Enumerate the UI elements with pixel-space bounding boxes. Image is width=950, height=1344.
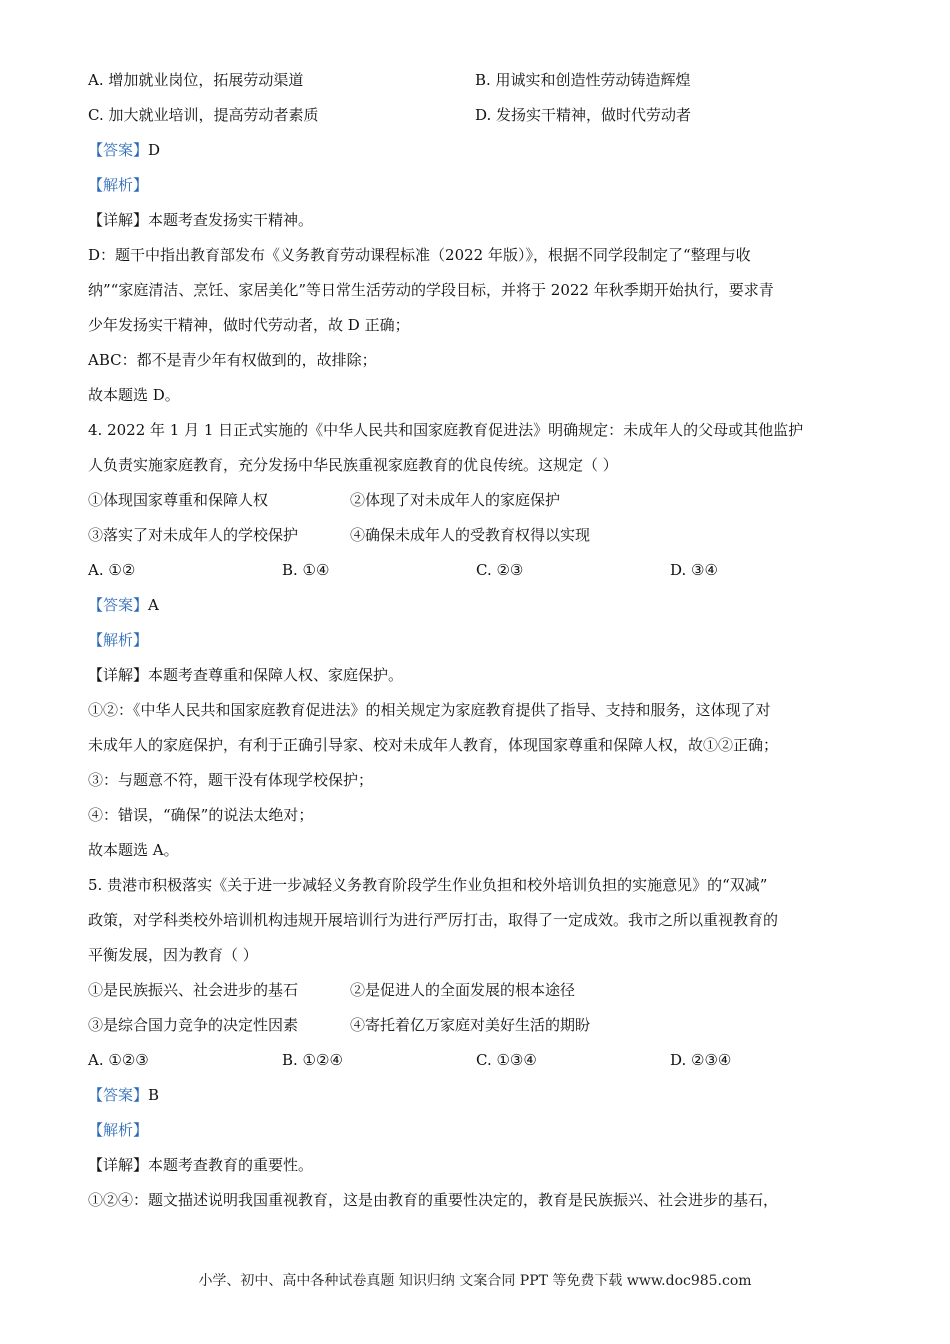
q4-stem-line-1: 4. 2022 年 1 月 1 日正式实施的《中华人民共和国家庭教育促进法》明确规定：未成年人的父母或其他监护 [88,421,804,439]
q4-analysis-tag: 【解析】 [88,631,149,649]
q4-stem-line-2: 人负责实施家庭教育，充分发扬中华民族重视家庭教育的优良传统。这规定（ ） [88,456,618,474]
q4-answer [88,595,878,630]
q3-option-a: A. 增加就业岗位，拓展劳动渠道 [88,71,304,89]
q5-option-d: D. ②③④ [670,1051,732,1069]
answer-value: B [148,1086,160,1104]
detail-tag: 【详解】 [88,211,149,229]
answer-tag: 【答案】 [88,596,149,614]
q3-answer [88,140,878,175]
q3-options-row-1 [88,70,878,105]
q3-conclusion: 故本题选 D。 [88,386,180,404]
q5-statements-row-2 [88,1015,878,1050]
q4-option-d: D. ③④ [670,561,718,579]
q4-option-c: C. ②③ [476,561,524,579]
q5-statement-4: ④寄托着亿万家庭对美好生活的期盼 [350,1016,591,1034]
q4-explanation-line-2: 未成年人的家庭保护，有利于正确引导家、校对未成年人教育，体现国家尊重和保障人权，故①②正确； [88,736,779,754]
q5-statements-row-1 [88,980,878,1015]
q4-explanation-line-1: ①②：《中华人民共和国家庭教育促进法》的相关规定为家庭教育提供了指导、支持和服务，这体现了对 [88,701,771,719]
q5-answer [88,1085,878,1120]
detail-tag: 【详解】 [88,1156,149,1174]
answer-value: D [148,141,161,159]
q5-option-b: B. ①②④ [282,1051,343,1069]
q4-option-b: B. ①④ [282,561,330,579]
q5-options-row [88,1050,878,1085]
q5-stem-line-2: 政策，对学科类校外培训机构违规开展培训行为进行严厉打击，取得了一定成效。我市之所以重视教育的 [88,911,779,929]
q5-detail [88,1155,878,1190]
q5-option-a: A. ①②③ [88,1051,149,1069]
q3-option-c: C. 加大就业培训，提高劳动者素质 [88,106,319,124]
q3-options-row-2 [88,105,878,140]
q4-explanation-line-3: ③：与题意不符，题干没有体现学校保护； [88,771,374,789]
answer-tag: 【答案】 [88,1086,149,1104]
q4-option-a: A. ①② [88,561,136,579]
q3-option-d: D. 发扬实干精神，做时代劳动者 [475,106,692,124]
q4-detail [88,665,878,700]
q4-statements-row-1 [88,490,878,525]
page-footer: 小学、初中、高中各种试卷真题 知识归纳 文案合同 PPT 等免费下载 www.doc985.com [198,1273,752,1289]
q3-analysis-tag: 【解析】 [88,176,149,194]
detail-tag: 【详解】 [88,666,149,684]
q5-option-c: C. ①③④ [476,1051,537,1069]
answer-tag: 【答案】 [88,141,149,159]
q4-conclusion: 故本题选 A。 [88,841,179,859]
q3-explanation-line-1: D：题干中指出教育部发布《义务教育劳动课程标准（2022 年版）》，根据不同学段制定了“整理与收 [88,246,751,264]
q5-statement-1: ①是民族振兴、社会进步的基石 [88,981,299,999]
q5-statement-2: ②是促进人的全面发展的根本途径 [350,981,576,999]
q4-statement-4: ④确保未成年人的受教育权得以实现 [350,526,591,544]
q3-option-b: B. 用诚实和创造性劳动铸造辉煌 [475,71,691,89]
q5-stem-line-3: 平衡发展，因为教育（ ） [88,946,258,964]
q3-explanation-line-3: 少年发扬实干精神，做时代劳动者，故 D 正确； [88,316,410,334]
q4-explanation-line-4: ④：错误，“确保”的说法太绝对； [88,806,314,824]
q5-analysis-tag: 【解析】 [88,1121,149,1139]
q4-statements-row-2 [88,525,878,560]
detail-text: 本题考查发扬实干精神。 [148,211,314,229]
q4-statement-3: ③落实了对未成年人的学校保护 [88,526,299,544]
answer-value: A [148,596,159,614]
q4-statement-1: ①体现国家尊重和保障人权 [88,491,269,509]
detail-text: 本题考查尊重和保障人权、家庭保护。 [148,666,404,684]
q3-explanation-line-2: 纳”“家庭清洁、烹饪、家居美化”等日常生活劳动的学段目标，并将于 2022 年秋季期开始执行，要求青 [88,281,774,299]
q5-statement-3: ③是综合国力竞争的决定性因素 [88,1016,299,1034]
detail-text: 本题考查教育的重要性。 [148,1156,314,1174]
q4-options-row [88,560,878,595]
q5-stem-line-1: 5. 贵港市积极落实《关于进一步减轻义务教育阶段学生作业负担和校外培训负担的实施意见》的“双减” [88,876,768,894]
q4-statement-2: ②体现了对未成年人的家庭保护 [350,491,561,509]
q5-explanation-line-1: ①②④：题文描述说明我国重视教育，这是由教育的重要性决定的，教育是民族振兴、社会进步的基石， [88,1191,779,1209]
document-page [88,70,878,1225]
q3-explanation-line-4: ABC：都不是青少年有权做到的，故排除； [88,351,377,369]
q3-detail [88,210,878,245]
